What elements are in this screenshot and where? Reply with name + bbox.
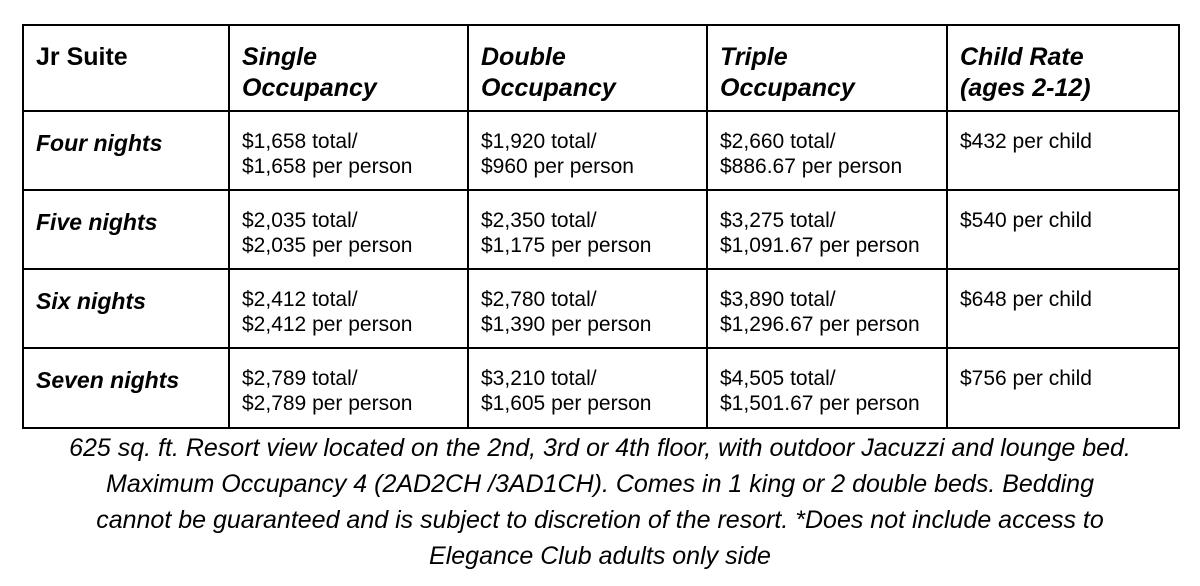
header-label-line2: (ages 2-12) <box>960 74 1091 102</box>
caption-line: 625 sq. ft. Resort view located on the 2nd, 3rd or 4th floor, with outdoor Jacuzzi and lounge bed. <box>69 434 1131 462</box>
per-person-price: $1,658 per person <box>242 155 413 178</box>
total-price: $3,890 total/ <box>720 288 836 311</box>
total-price: $2,660 total/ <box>720 130 836 153</box>
table-row-four-nights <box>23 111 1179 190</box>
double-occupancy-cell <box>468 348 707 428</box>
triple-occupancy-cell <box>707 111 947 190</box>
single-occupancy-cell <box>229 348 468 428</box>
triple-occupancy-cell <box>707 348 947 428</box>
per-person-price: $960 per person <box>481 155 634 178</box>
per-person-price: $2,412 per person <box>242 313 413 336</box>
header-label-line2: Occupancy <box>481 74 616 102</box>
single-occupancy-cell <box>229 269 468 348</box>
header-triple-occupancy <box>707 25 947 111</box>
total-price: $4,505 total/ <box>720 367 836 390</box>
row-label: Six nights <box>23 269 229 348</box>
total-price: $2,350 total/ <box>481 209 597 232</box>
total-price: $1,658 total/ <box>242 130 358 153</box>
header-label-line1: Child Rate <box>960 43 1084 71</box>
child-rate-cell: $540 per child <box>947 190 1179 269</box>
caption-line: cannot be guaranteed and is subject to discretion of the resort. *Does not include access to <box>96 506 1104 534</box>
total-price: $3,210 total/ <box>481 367 597 390</box>
per-person-price: $2,035 per person <box>242 234 413 257</box>
total-price: $2,412 total/ <box>242 288 358 311</box>
header-room-type <box>23 25 229 111</box>
triple-occupancy-cell <box>707 190 947 269</box>
table-row-seven-nights <box>23 348 1179 428</box>
rate-table <box>22 24 1180 429</box>
total-price: $2,035 total/ <box>242 209 358 232</box>
per-person-price: $1,605 per person <box>481 392 652 415</box>
table-row-five-nights <box>23 190 1179 269</box>
double-occupancy-cell <box>468 269 707 348</box>
per-person-price: $1,296.67 per person <box>720 313 920 336</box>
per-person-price: $2,789 per person <box>242 392 413 415</box>
single-occupancy-cell <box>229 190 468 269</box>
child-rate-cell: $432 per child <box>947 111 1179 190</box>
header-label-line2: Occupancy <box>242 74 377 102</box>
double-occupancy-cell <box>468 111 707 190</box>
per-person-price: $1,091.67 per person <box>720 234 920 257</box>
child-rate-cell: $756 per child <box>947 348 1179 428</box>
total-price: $1,920 total/ <box>481 130 597 153</box>
room-description-caption <box>0 430 1200 574</box>
row-label: Seven nights <box>23 348 229 428</box>
double-occupancy-cell <box>468 190 707 269</box>
child-rate-cell: $648 per child <box>947 269 1179 348</box>
total-price: $2,780 total/ <box>481 288 597 311</box>
triple-occupancy-cell <box>707 269 947 348</box>
total-price: $2,789 total/ <box>242 367 358 390</box>
single-occupancy-cell <box>229 111 468 190</box>
header-room-type-label: Jr Suite <box>36 43 128 71</box>
header-single-occupancy <box>229 25 468 111</box>
caption-line: Elegance Club adults only side <box>429 542 771 570</box>
header-label-line1: Single <box>242 43 318 71</box>
total-price: $3,275 total/ <box>720 209 836 232</box>
per-person-price: $1,501.67 per person <box>720 392 920 415</box>
table-row-six-nights <box>23 269 1179 348</box>
header-label-line2: Occupancy <box>720 74 855 102</box>
caption-line: Maximum Occupancy 4 (2AD2CH /3AD1CH). Comes in 1 king or 2 double beds. Bedding <box>106 470 1094 498</box>
row-label: Five nights <box>23 190 229 269</box>
per-person-price: $1,390 per person <box>481 313 652 336</box>
header-child-rate <box>947 25 1179 111</box>
per-person-price: $886.67 per person <box>720 155 903 178</box>
header-label-line1: Triple <box>720 43 788 71</box>
per-person-price: $1,175 per person <box>481 234 652 257</box>
row-label: Four nights <box>23 111 229 190</box>
header-row <box>23 25 1179 111</box>
header-double-occupancy <box>468 25 707 111</box>
header-label-line1: Double <box>481 43 566 71</box>
